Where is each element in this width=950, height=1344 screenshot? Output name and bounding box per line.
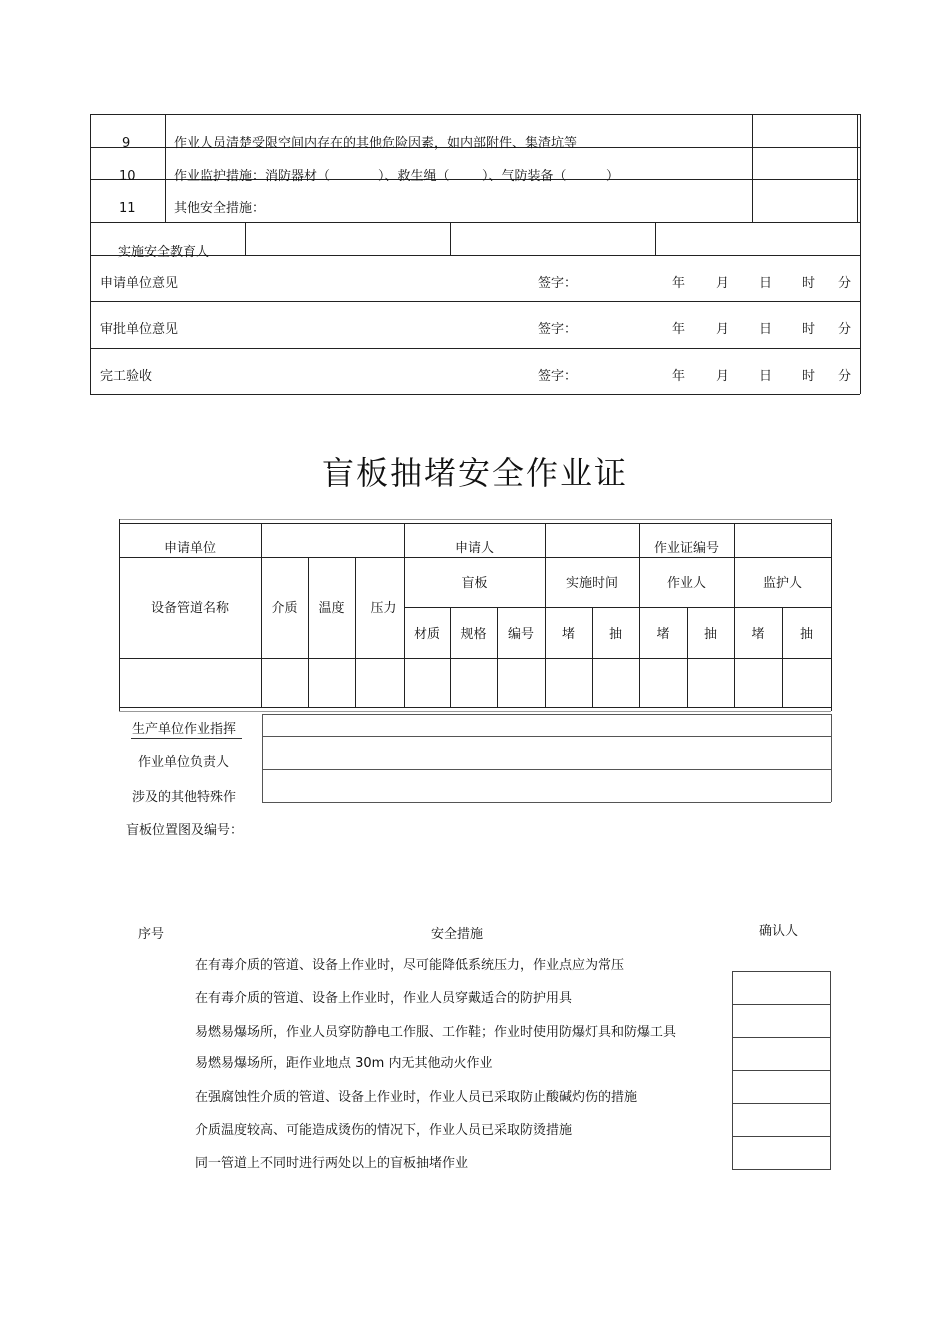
date-hour: 时 (802, 322, 816, 337)
worker-block-subheader: 堵 (656, 627, 670, 642)
date-year: 年 (672, 276, 686, 291)
row-10-number: 10 (119, 169, 136, 184)
permit-number-label: 作业证编号 (653, 541, 719, 556)
row-10-text-part3: ）、气防装备（ (482, 169, 567, 184)
commander-label: 生产单位作业指挥 (132, 722, 237, 737)
date-hour: 时 (802, 276, 816, 291)
row-11-text: 其他安全措施： (174, 201, 266, 216)
measure-item: 易燃易爆场所，作业人员穿防静电工作服、工作鞋；作业时使用防爆灯具和防爆工具 (195, 1025, 677, 1040)
worker-pull-subheader: 抽 (703, 627, 717, 642)
row-10-text: 作业监护措施：消防器材（ (174, 169, 331, 184)
row-9-text: 作业人员清楚受限空间内存在的其他危险因素，如内部附件、集渣坑等 (174, 136, 578, 151)
other-special-work-label: 涉及的其他特殊作 (132, 790, 237, 805)
material-subheader: 材质 (413, 627, 440, 642)
confirm-box[interactable] (732, 1136, 831, 1170)
sign-label: 签字： (538, 369, 578, 384)
date-minute: 分 (838, 322, 852, 337)
number-subheader: 编号 (507, 627, 534, 642)
measure-item: 在有毒介质的管道、设备上作业时，作业人员穿戴适合的防护用具 (195, 991, 573, 1006)
unit-leader-label: 作业单位负责人 (138, 755, 230, 770)
pressure-header: 压力 (370, 601, 397, 616)
measure-item: 易燃易爆场所，距作业地点 30m 内无其他动火作业 (195, 1056, 493, 1071)
row-11-number: 11 (119, 201, 136, 216)
sign-label: 签字： (538, 322, 578, 337)
blind-header: 盲板 (461, 576, 488, 591)
temperature-header: 温度 (318, 601, 345, 616)
completion-acceptance-label: 完工验收 (100, 369, 153, 384)
applicant-unit-label: 申请单位 (163, 541, 216, 556)
date-minute: 分 (838, 369, 852, 384)
approve-unit-opinion-label: 审批单位意见 (100, 322, 179, 337)
date-day: 日 (759, 276, 773, 291)
confirm-box[interactable] (732, 1103, 831, 1137)
guardian-block-subheader: 堵 (751, 627, 765, 642)
equipment-name-header: 设备管道名称 (150, 601, 229, 616)
measure-item: 在强腐蚀性介质的管道、设备上作业时，作业人员已采取防止酸碱灼伤的措施 (195, 1090, 638, 1105)
apply-unit-opinion-label: 申请单位意见 (100, 276, 179, 291)
measure-item: 同一管道上不同时进行两处以上的盲板抽堵作业 (195, 1156, 469, 1171)
date-minute: 分 (838, 276, 852, 291)
confirm-box[interactable] (732, 1070, 831, 1104)
measures-col-measure: 安全措施 (431, 927, 484, 942)
date-day: 日 (759, 369, 773, 384)
confirm-box[interactable] (732, 1037, 831, 1071)
date-month: 月 (716, 322, 730, 337)
date-hour: 时 (802, 369, 816, 384)
date-year: 年 (672, 322, 686, 337)
applicant-label: 申请人 (454, 541, 494, 556)
blind-position-map-label: 盲板位置图及编号： (126, 823, 244, 838)
page-title: 盲板抽堵安全作业证 (321, 454, 628, 492)
worker-header: 作业人 (666, 576, 706, 591)
measures-col-number: 序号 (138, 927, 165, 942)
educator-label: 实施安全教育人 (118, 245, 210, 260)
medium-header: 介质 (271, 601, 298, 616)
confirm-box[interactable] (732, 1004, 831, 1038)
row-10-text-part4: ） (606, 169, 620, 184)
guardian-pull-subheader: 抽 (799, 627, 813, 642)
date-month: 月 (716, 276, 730, 291)
date-day: 日 (759, 322, 773, 337)
confirm-box[interactable] (732, 971, 831, 1005)
measure-item: 介质温度较高、可能造成烫伤的情况下，作业人员已采取防烫措施 (195, 1123, 573, 1138)
date-month: 月 (716, 369, 730, 384)
time-pull-subheader: 抽 (608, 627, 622, 642)
row-9-number: 9 (122, 136, 131, 151)
spec-subheader: 规格 (460, 627, 487, 642)
row-10-text-part2: ）、救生绳（ (378, 169, 450, 184)
measure-item: 在有毒介质的管道、设备上作业时，尽可能降低系统压力，作业点应为常压 (195, 958, 625, 973)
guardian-header: 监护人 (762, 576, 802, 591)
sign-label: 签字： (538, 276, 578, 291)
date-year: 年 (672, 369, 686, 384)
impl-time-header: 实施时间 (565, 576, 618, 591)
measures-col-confirm: 确认人 (759, 924, 799, 939)
time-block-subheader: 堵 (561, 627, 575, 642)
